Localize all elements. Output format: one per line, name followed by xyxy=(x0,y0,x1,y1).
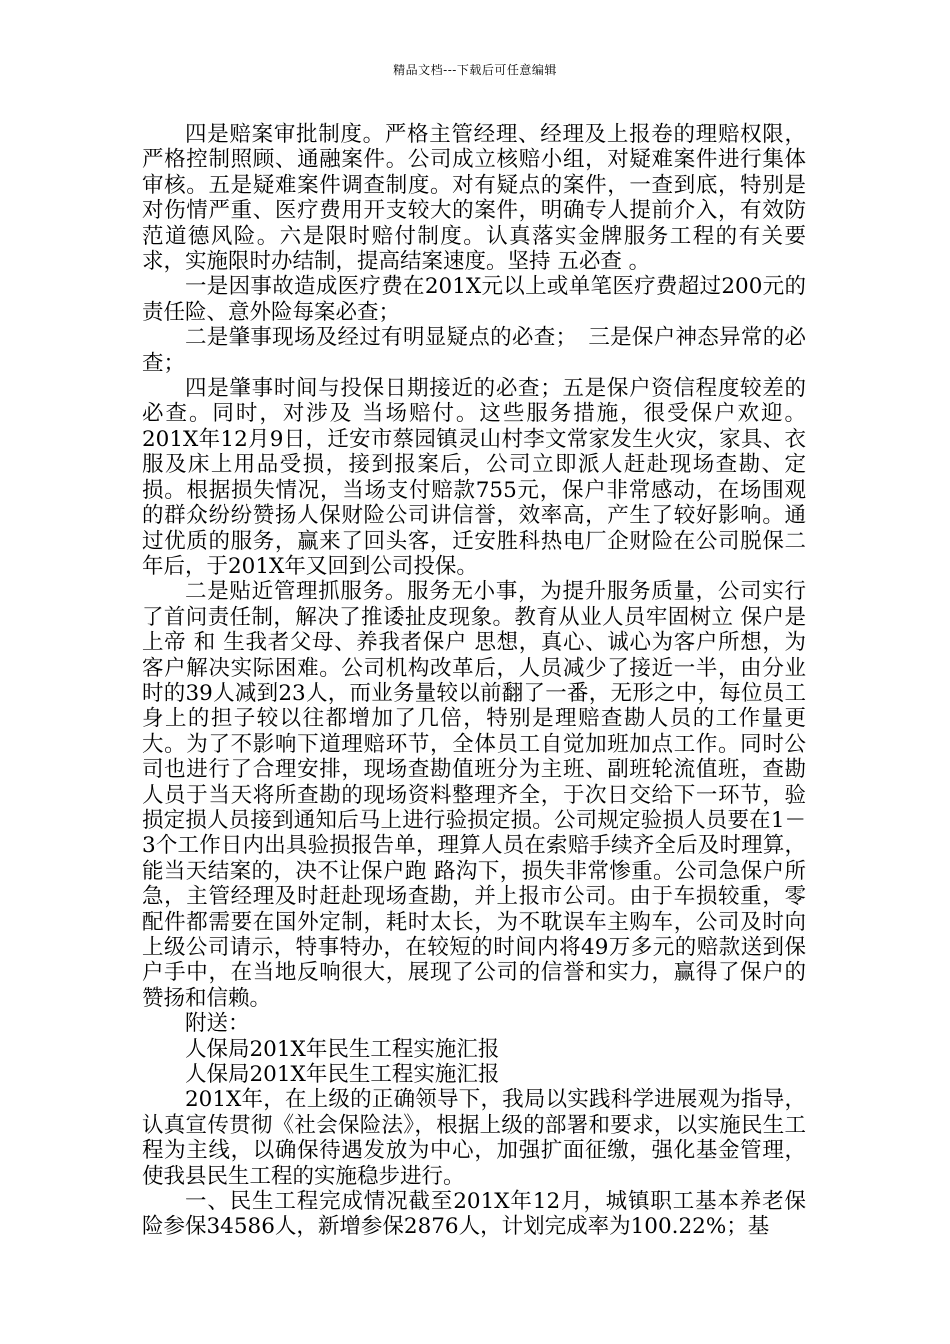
paragraph-appendix-title-1: 人保局201X年民生工程实施汇报 xyxy=(185,1036,500,1062)
paragraph-report-intro: 201X年，在上级的正确领导下，我局以实践科学进展观为指导，认真宣传贯彻《社会保险法》，根据上级的部署和要求，以实施民生工程为主线，以确保待遇发放为中心，加强扩面征缴，强化基金管理，使我县民生工程的实施稳步进行。 xyxy=(142,1087,806,1189)
paragraph-management-service: 二是贴近管理抓服务。服务无小事，为提升服务质量，公司实行了首问责任制，解决了推诿扯皮现象。教育从业人员牢固树立 保户是上帝 和 生我者父母、养我者保户 思想，真心、诚心为客户所想，为客户解决实际困难。公司机构改革后，人员减少了接近一半，由分业时的39人减到23人，而业务量较以前翻了一番，无形之中，每位员工身上的担子较以往都增加了几倍，特别是理赔查勘人员的工作量更大。为了不影响下道理赔环节，全体员工自觉加班加点工作。同时公司也进行了合理安排，现场查勘值班分为主班、副班轮流值班，查勘人员于当天将所查勘的现场资料整理齐全，于次日交给下一环节，验损定损人员接到通知后马上进行验损定损。公司规定验损人员要在1－3个工作日内出具验损报告单，理算人员在索赔手续齐全后及时理算，能当天结案的，决不让保户跑 路沟下，损失非常惨重。公司急保户所急，主管经理及时赶赴现场查勘，并上报市公司。由于车损较重，零配件都需要在国外定制，耗时太长，为不耽误车主购车，公司及时向上级公司请示，特事特办，在较短的时间内将49万多元的赔款送到保户手中，在当地反响很大，展现了公司的信誉和实力，赢得了保户的赞扬和信赖。 xyxy=(142,579,806,1011)
document-body xyxy=(142,122,806,1240)
paragraph-appendix-title-2: 人保局201X年民生工程实施汇报 xyxy=(185,1062,500,1088)
paragraph-appendix-label: 附送： xyxy=(185,1011,250,1037)
paragraph-check-two-three: 二是肇事现场及经过有明显疑点的必查； 三是保户神态异常的必查； xyxy=(142,325,806,376)
paragraph-completion-status: 一、民生工程完成情况截至201X年12月，城镇职工基本养老保险参保34586人，新增参保2876人，计划完成率为100.22%；基 xyxy=(142,1189,806,1240)
paragraph-claim-approval: 四是赔案审批制度。严格主管经理、经理及上报卷的理赔权限，严格控制照顾、通融案件。公司成立核赔小组，对疑难案件进行集体审核。五是疑难案件调查制度。对有疑点的案件，一查到底，特别是对伤情严重、医疗费用开支较大的案件，明确专人提前介入，有效防范道德风险。六是限时赔付制度。认真落实金牌服务工程的有关要求，实施限时办结制，提高结案速度。坚持 五必查 。 xyxy=(142,122,806,275)
page-header: 精品文档---下载后可任意编辑 xyxy=(393,63,557,77)
paragraph-check-one: 一是因事故造成医疗费在201X元以上或单笔医疗费超过200元的责任险、意外险每案必查； xyxy=(142,274,806,325)
paragraph-check-four-five: 四是肇事时间与投保日期接近的必查；五是保户资信程度较差的必查。同时，对涉及 当场赔付。这些服务措施，很受保户欢迎。201X年12月9日，迁安市蔡园镇灵山村李文常家发生火灾，家具、衣服及床上用品受损，接到报案后，公司立即派人赶赴现场查勘、定损。根据损失情况，当场支付赔款755元，保户非常感动，在场围观的群众纷纷赞扬人保财险公司讲信誉，效率高，产生了较好影响。通过优质的服务，赢来了回头客，迁安胜科热电厂企财险在公司脱保二年后，于201X年又回到公司投保。 xyxy=(142,376,806,579)
